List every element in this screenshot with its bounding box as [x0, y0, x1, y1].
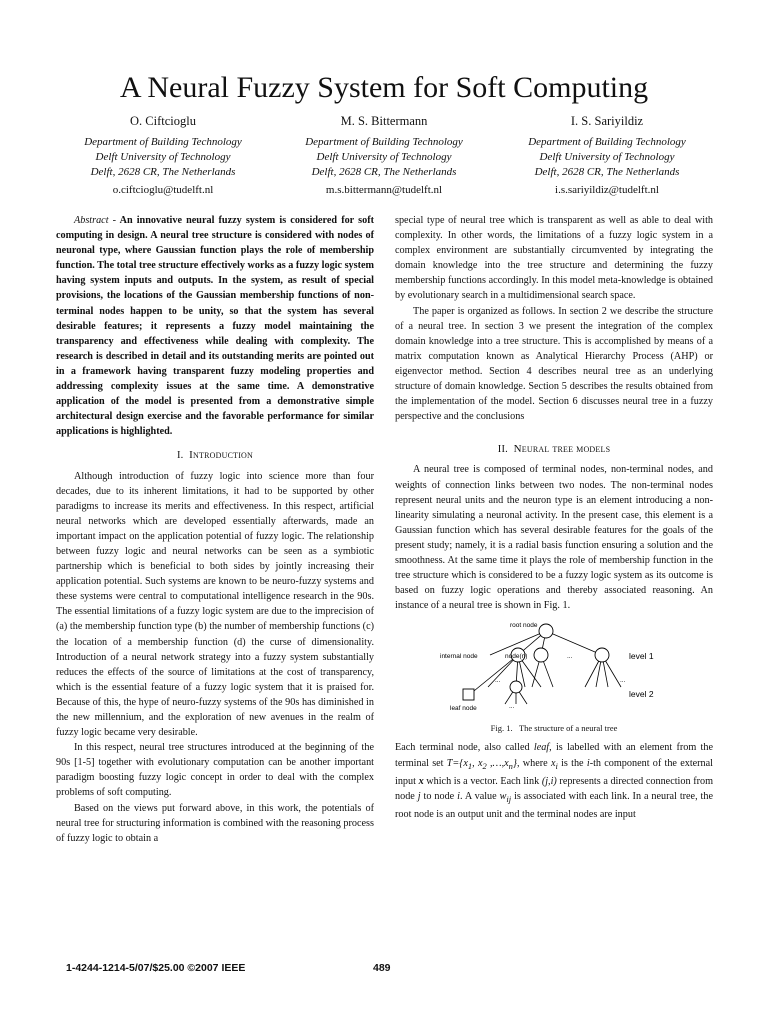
text-run: i	[457, 790, 460, 802]
root-node-label: root node	[510, 622, 538, 630]
author-name: M. S. Bittermann	[340, 114, 428, 128]
tree-node	[534, 648, 548, 662]
neural-tree-diagram	[395, 619, 713, 719]
author-univ: Delft University of Technology	[316, 151, 452, 163]
paragraph: The paper is organized as follows. In section 2 we describe the structure of a neural tree. In section 3 we present the integration of the complex domain knowledge into a tree structure. This is accomplished by means of a matrix computation known as Analytical Hierarchy Process (AHP) or eigenvector method. Section 4 describes neural tree as an underlying structure of domain knowledge. Section 5 describes the results obtained from the implementation of the model. Section 6 discusses neural tree in a fuzzy perspective and the conclusions	[395, 305, 713, 423]
section-1-heading	[56, 448, 374, 463]
section-number: II.	[497, 444, 508, 456]
paragraph: Based on the views put forward above, in this work, the potentials of neural tree for structuring information is combined with the reasoning process of fuzzy logic to obtain a	[56, 802, 374, 844]
tree-node	[510, 681, 522, 693]
author-block-1	[48, 114, 278, 198]
level-1-label: level 1	[629, 651, 654, 662]
text-run: (j,i)	[541, 775, 557, 787]
text-run: is associated with each link. In a neural tree, the root node is an output unit and the terminal nodes are input	[395, 790, 714, 820]
section-title: Introduction	[189, 449, 254, 462]
text-run: , where	[517, 757, 551, 769]
leaf-node-label: leaf node	[450, 705, 477, 713]
paper-title: A Neural Fuzzy System for Soft Computing	[119, 71, 649, 104]
text-run: }	[512, 757, 517, 769]
figure-caption	[395, 721, 713, 736]
paragraph: Although introduction of fuzzy logic into science more than four decades, due to its inherent limitations, it had to be supported by other paradigms to increase its merits and effectiveness. In this respect, artificial neural networks which are developed essentially afterwards, made an important impact on the application potential of fuzzy logic. The relationship between fuzzy logic and neural networks can be seen as a symbiotic partnership which is beneficial to both sides by jointly increasing their application potential. Such systems are known to be neuro-fuzzy systems and these systems were central to computational intelligence research in the 90s. The essential limitations of a fuzzy logic system are due to the imprecision of (a) the membership function type (b) the number of membership functions (c) the location of a membership function (d) the curse of dimensionality. Introduction of a neural network strategy into a fuzzy system substantially reduces the effects of the source of limitations at the cost of transparency, which is the essential feature of a fuzzy logic system that it is praised for. Because of this, the hype of neuro-fuzzy systems of the 90s has diminished in the new millennium, and the exploration of new avenues in the realm of fuzzy logic became very desirable.	[56, 470, 374, 739]
text-run: to node	[420, 790, 458, 802]
text-run: w	[499, 790, 507, 802]
author-name: O. Ciftcioglu	[130, 114, 196, 128]
paragraph: special type of neural tree which is transparent as well as able to deal with complexity. In other words, the limitations of a fuzzy logic system in a complex environment are substantially circumvented by integrating the domain knowledge into the tree structure and determining the fuzzy membership functions accordingly. In this model meta-knowledge is obtained by evolutionary search in a multidimensional search space.	[395, 215, 713, 302]
author-univ: Delft University of Technology	[539, 151, 675, 163]
author-block-3	[492, 114, 722, 198]
abstract-text: An innovative neural fuzzy system is considered for soft computing in design. A neural tree structure is considered with nodes of neuronal type, where Gaussian function plays the role of membership function. The total tree structure effectively works as a fuzzy logic system having system inputs and outputs. In the system, as result of special provisions, the locations of the Gaussian membership functions of non-terminal nodes happen to be unity, so that the system has several desirable features; it represents a fuzzy model maintaining the transparency and effectiveness while dealing with complexity. The research is described in detail and its outstanding merits are pointed out in a framework having transparent fuzzy modeling properties and addressing complexity issues at the same time. A demonstrative application of the model is presented from a demonstrative simple architectural design exercise and the favorable performance for similar applications is highlighted.	[56, 215, 375, 438]
text-run: which is a vector	[423, 775, 496, 787]
text-run: is the	[557, 757, 587, 769]
subscript: ij	[506, 793, 512, 804]
author-email: i.s.sariyildiz@tudelft.nl	[555, 184, 659, 196]
ellipsis: ...	[567, 653, 573, 661]
root-node	[539, 624, 553, 638]
author-dept: Department of Building Technology	[528, 136, 686, 148]
section-title: Neural tree models	[513, 443, 611, 456]
text-run: , x	[472, 757, 483, 769]
level-2-label: level 2	[629, 689, 654, 700]
text-run: T={x	[446, 757, 468, 769]
abstract	[56, 213, 374, 439]
author-email: m.s.bittermann@tudelft.nl	[325, 184, 443, 196]
text-run: , is labelled with an element from the terminal set	[395, 742, 713, 769]
subscript: 2	[482, 760, 487, 771]
section-2-heading	[395, 442, 713, 457]
author-dept: Department of Building Technology	[84, 136, 242, 148]
internal-node-label: internal node	[440, 653, 478, 661]
tree-node	[595, 648, 609, 662]
paragraph: In this respect, neural tree structures introduced at the beginning of the 90s [1-5] together with evolutionary computation can be another important paradigm boosting fuzzy logic concept in order to deal with the complex problems of soft computing.	[56, 742, 374, 799]
footer-isbn: 1-4244-1214-5/07/$25.00 ©2007 IEEE	[66, 962, 246, 974]
subscript: n	[508, 760, 513, 771]
caption-text: The structure of a neural tree	[518, 723, 618, 734]
text-run: Each terminal node, also called	[395, 742, 534, 754]
text-run: -th component of the external input	[395, 757, 714, 787]
text-run: i	[586, 757, 590, 769]
text-run: j	[417, 790, 421, 802]
section-number: I.	[176, 450, 184, 462]
figure-1	[395, 619, 713, 736]
author-addr: Delft, 2628 CR, The Netherlands	[534, 166, 680, 178]
author-addr: Delft, 2628 CR, The Netherlands	[90, 166, 236, 178]
left-column	[56, 213, 374, 846]
text-run: . Each link	[495, 775, 542, 787]
ellipsis: ...	[509, 703, 515, 711]
author-name: I. S. Sariyildiz	[570, 114, 644, 128]
text-run: . A value	[459, 790, 500, 802]
author-dept: Department of Building Technology	[305, 136, 463, 148]
text-run: x	[550, 757, 556, 769]
page-number: 489	[373, 962, 391, 974]
subscript: i	[555, 760, 558, 771]
paragraph: A neural tree is composed of terminal nodes, non-terminal nodes, and weights of connection links between two nodes. The non-terminal nodes represent neural units and the neuron type is an element introducing a non-linearity simulating a neuronal activity. In the present case, this element is a Gaussian function which has several desirable features for the goals of the present study; namely, it is a radial basis function ensuring a solution and the smoothness. At the same time it plays the role of membership function in the tree structure which is considered to be a fuzzy logic system as its outcome is based on fuzzy logic operations and thereby associated reasoning. An instance of a neural tree is shown in Fig. 1.	[395, 464, 713, 612]
text-run: x	[418, 775, 424, 787]
author-univ: Delft University of Technology	[95, 151, 231, 163]
leaf-node-box	[463, 689, 474, 700]
author-block-2	[269, 114, 499, 198]
right-column	[395, 213, 713, 822]
subscript: 1	[467, 760, 473, 771]
abstract-label: Abstract -	[74, 215, 117, 226]
text-run: ,…,x	[486, 757, 509, 769]
text-run: leaf	[533, 742, 550, 754]
node-n-label: node(n)	[505, 653, 528, 661]
text-run: represents a directed connection from node	[395, 775, 713, 802]
caption-number: Fig. 1.	[490, 723, 513, 734]
author-addr: Delft, 2628 CR, The Netherlands	[311, 166, 457, 178]
ellipsis: ...	[620, 677, 626, 685]
author-email: o.ciftcioglu@tudelft.nl	[112, 184, 214, 196]
paragraph	[395, 740, 713, 822]
ellipsis: ...	[495, 677, 501, 685]
